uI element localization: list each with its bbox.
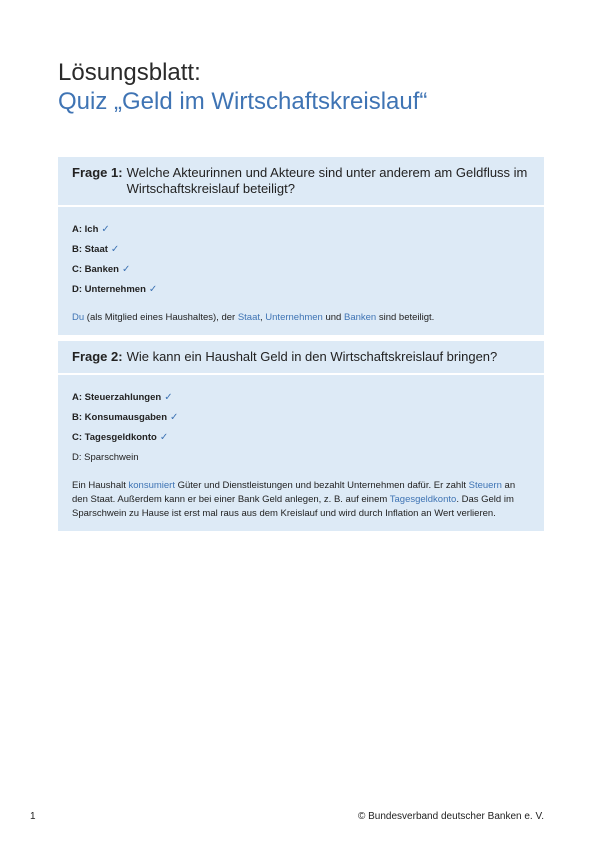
footer-copyright: © Bundesverband deutscher Banken e. V. [357,811,544,822]
question-header [58,157,544,205]
question-number: Frage 1: [72,165,123,180]
explanation-text [72,479,530,521]
explanation-segment: Ein Haushalt [72,480,129,491]
answer-option [72,407,530,427]
question-card-2 [58,341,544,531]
answer-option [72,239,530,259]
explanation-segment: und [322,312,344,323]
page-title [58,58,427,116]
checkmark-icon: ✓ [159,431,169,443]
question-header [58,341,544,373]
answer-option [72,219,530,239]
checkmark-icon: ✓ [101,223,110,235]
answer-list [72,387,530,467]
question-body [58,207,544,335]
question-text: Wie kann ein Haushalt Geld in den Wirtschaftskreislauf bringen? [126,349,498,364]
answer-label: D: Sparschwein [72,451,139,463]
answer-label: B: Konsumausgaben [72,411,168,423]
highlighted-term: Banken [343,312,377,323]
checkmark-icon: ✓ [121,263,131,275]
checkmark-icon: ✓ [148,283,158,295]
answer-label: A: Steuerzahlungen [72,391,162,403]
question-text: Welche Akteurinnen und Akteure sind unter anderem am Geldfluss im Wirtschaftskreislauf beteiligt? [126,165,528,196]
answer-label: B: Staat [72,243,108,255]
answer-label: C: Banken [72,263,119,275]
explanation-segment: Güter und Dienstleistungen und bezahlt Unternehmen dafür. Er zahlt [174,480,469,491]
answer-option [72,387,530,407]
title-line-1: Lösungsblatt: [58,59,201,86]
answer-option [72,447,530,467]
highlighted-term: Du [72,312,85,323]
explanation-segment: an den Staat. Außerdem kann er bei einer Bank Geld anlegen, z. B. auf einem [72,480,516,505]
answer-option [72,279,530,299]
highlighted-term: Staat [237,312,260,323]
answer-list [72,219,530,299]
explanation-segment: , [260,312,266,323]
title-line-2: Quiz „Geld im Wirtschaftskreislauf“ [58,88,428,115]
answer-label: C: Tagesgeldkonto [72,431,157,443]
highlighted-term: Steuern [468,480,502,491]
checkmark-icon: ✓ [110,243,120,255]
answer-label: A: Ich [72,223,99,235]
highlighted-term: Tagesgeldkonto [389,494,457,505]
checkmark-icon: ✓ [164,391,173,403]
checkmark-icon: ✓ [170,411,179,423]
question-card-1 [58,157,544,335]
explanation-text [72,311,530,325]
explanation-segment: (als Mitglied eines Haushaltes), der [84,312,238,323]
answer-option [72,427,530,447]
page-number: 1 [30,811,36,822]
explanation-segment: sind beteiligt. [376,312,435,323]
highlighted-term: konsumiert [128,480,175,491]
answer-label: D: Unternehmen [72,283,146,295]
highlighted-term: Unternehmen [265,312,323,323]
question-number: Frage 2: [72,349,123,364]
answer-option [72,259,530,279]
explanation-segment: . Das Geld im Sparschwein zu Hause ist erst mal raus aus dem Kreislauf und wird durch Inflation an Wert verlieren. [72,494,514,519]
question-body [58,375,544,531]
